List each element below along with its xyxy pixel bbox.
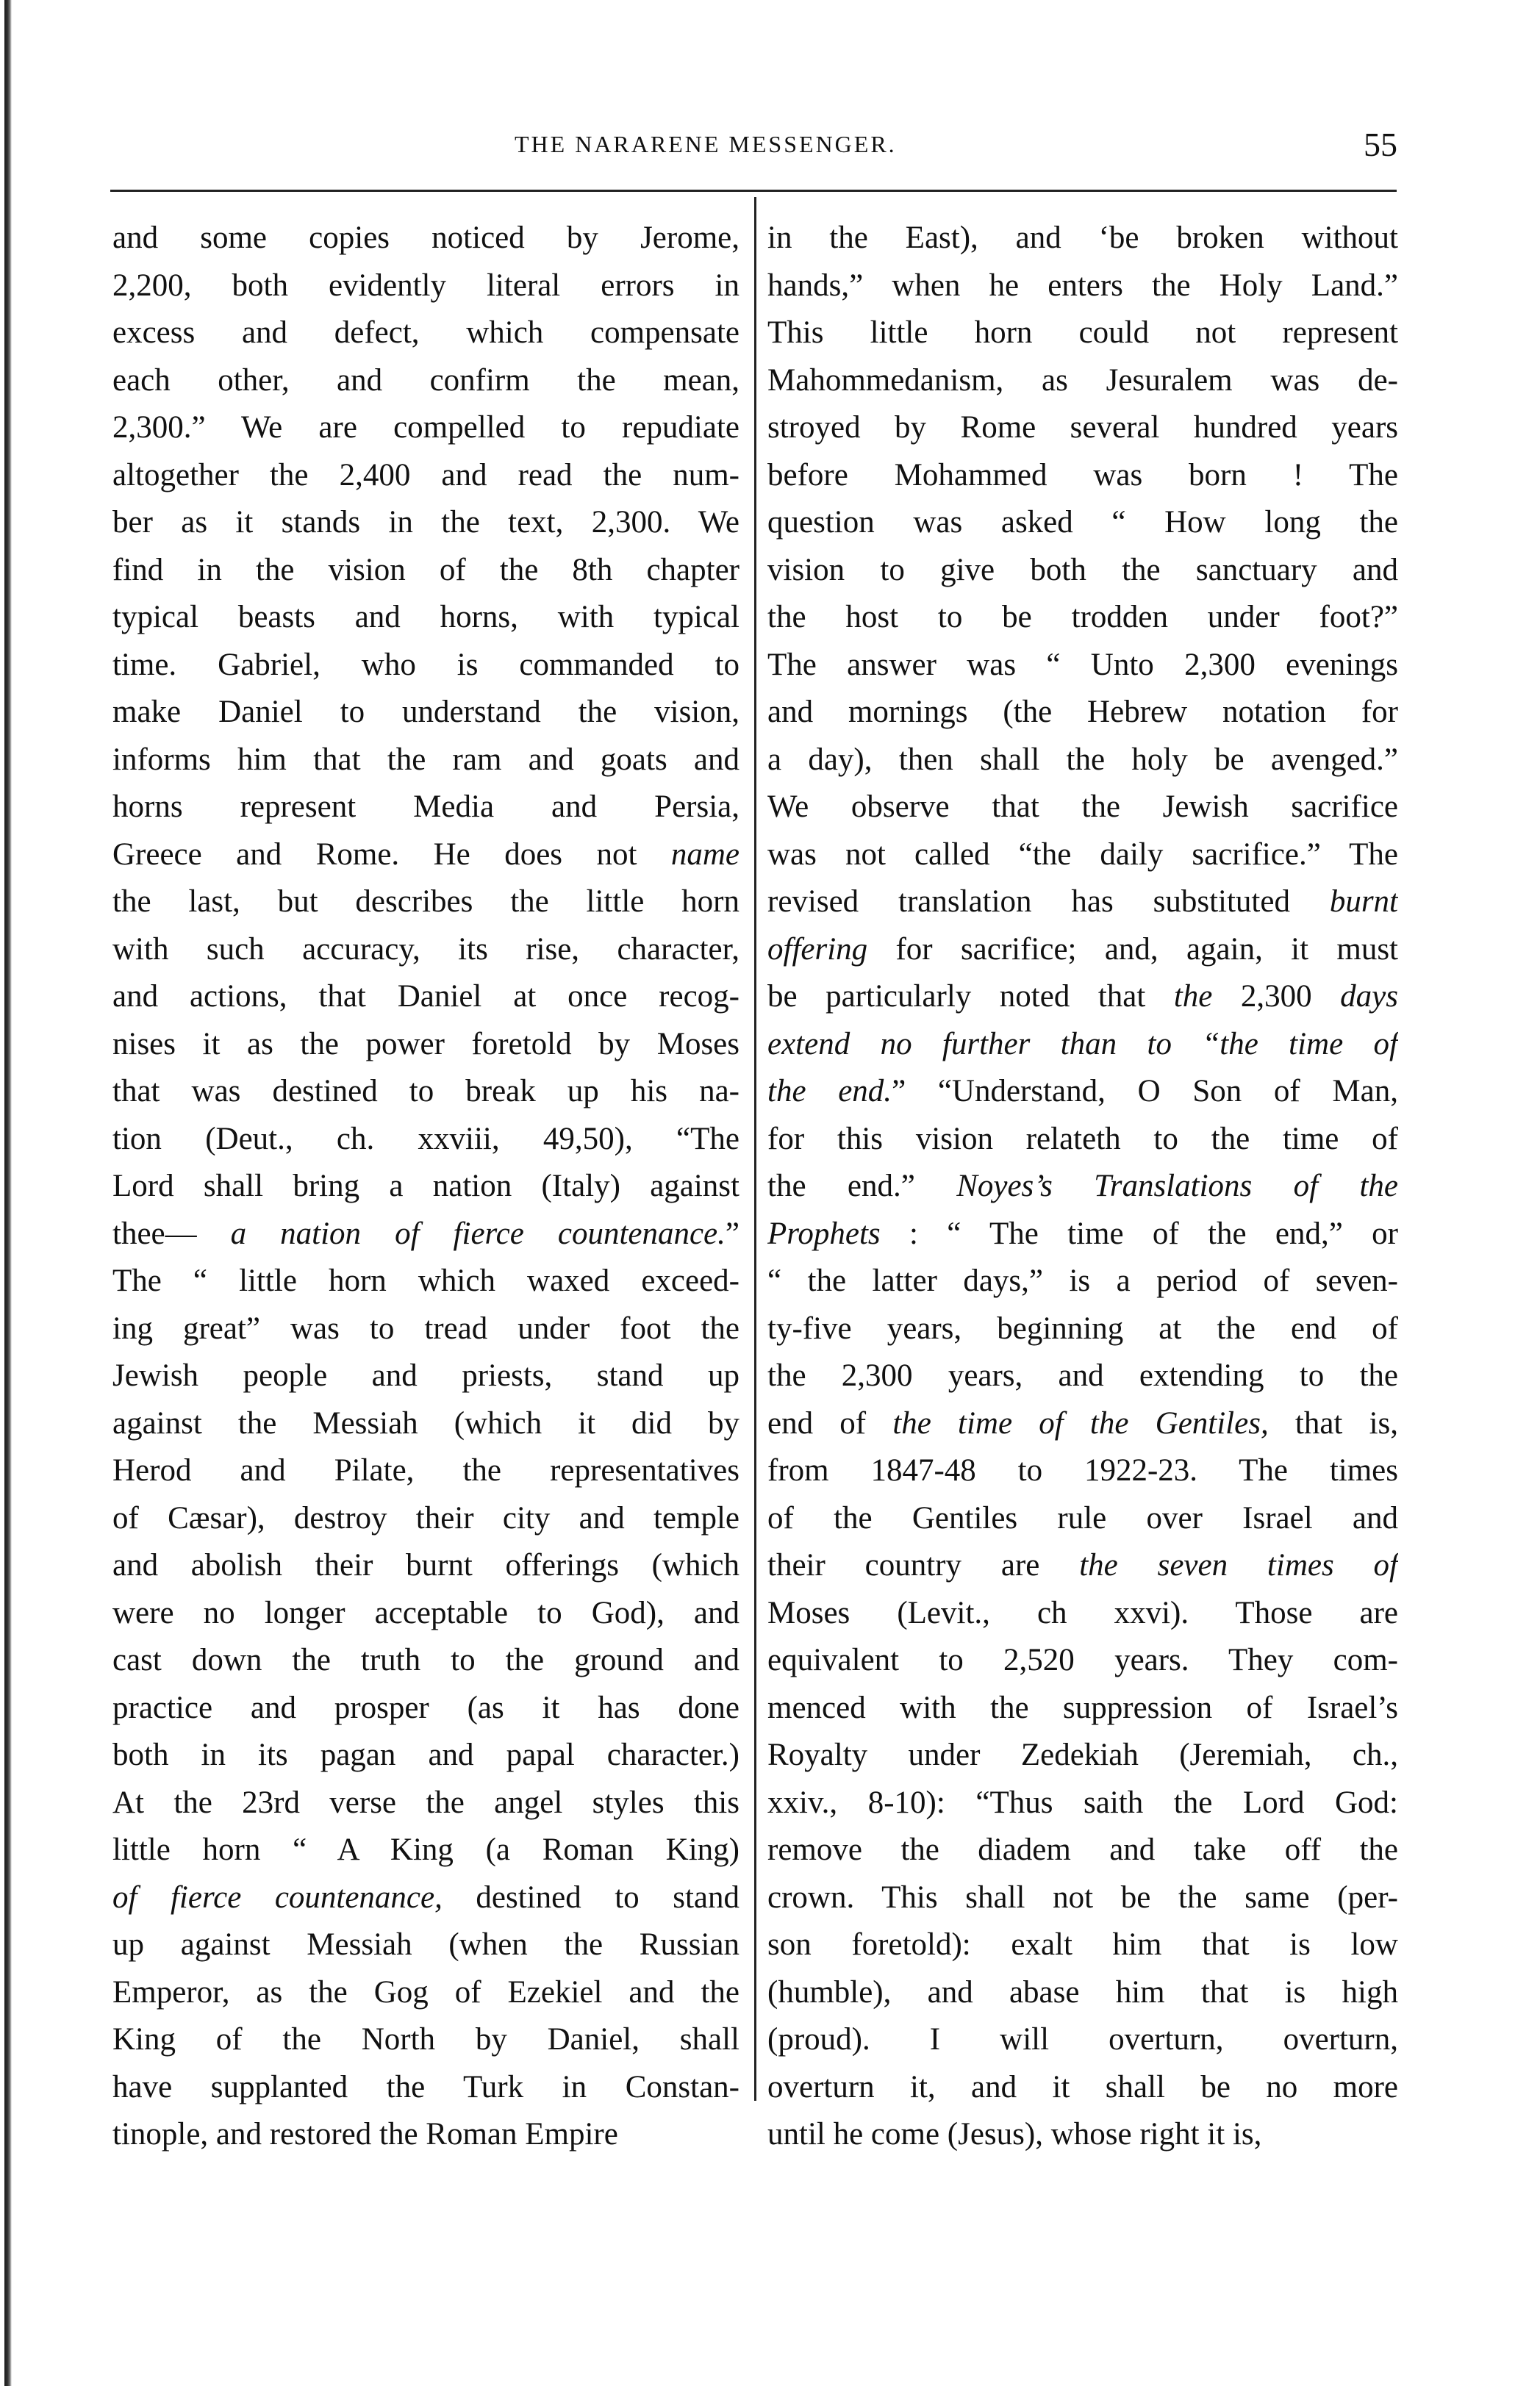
text-line xyxy=(767,1637,1398,1685)
text-segment: excess and defect, which compensate xyxy=(112,315,739,350)
text-line xyxy=(767,1353,1398,1400)
text-segment: little horn “ A King (a Roman King) xyxy=(112,1833,739,1867)
text-segment: ber as it stands in the text, 2,300. We xyxy=(112,505,739,540)
text-segment: thee— xyxy=(112,1216,231,1251)
text-segment: This little horn could not represent xyxy=(767,315,1398,350)
text-line xyxy=(112,926,739,974)
text-line xyxy=(767,784,1398,831)
text-line xyxy=(767,452,1398,500)
text-line xyxy=(767,642,1398,689)
text-segment: altogether the 2,400 and read the num- xyxy=(112,457,739,492)
text-segment: Herod and Pilate, the representatives xyxy=(112,1453,739,1488)
text-line xyxy=(767,1163,1398,1211)
text-segment: from 1847-48 to 1922-23. The times xyxy=(767,1453,1398,1488)
text-segment: and abolish their burnt offerings (which xyxy=(112,1548,739,1583)
text-line xyxy=(767,1827,1398,1874)
text-segment: both in its pagan and papal character.) xyxy=(112,1738,739,1772)
text-segment: vision to give both the sanctuary and xyxy=(767,552,1398,587)
text-segment: Moses (Levit., ch xxvi). Those are xyxy=(767,1595,1398,1630)
text-segment: make Daniel to understand the vision, xyxy=(112,695,739,729)
text-segment: tinople, and restored the Roman Empire xyxy=(112,2117,618,2152)
text-segment: their country are xyxy=(767,1548,1080,1583)
text-segment: horns represent Media and Persia, xyxy=(112,789,739,824)
text-segment: that was destined to break up his na- xyxy=(112,1074,739,1108)
text-line xyxy=(112,594,739,642)
text-line xyxy=(112,2064,739,2112)
text-line xyxy=(112,1068,739,1116)
text-segment: Emperor, as the Gog of Ezekiel and the xyxy=(112,1974,739,2010)
running-title: THE NARARENE MESSENGER. xyxy=(515,131,897,157)
italic-text: a nation of fierce countenance. xyxy=(230,1216,726,1251)
text-segment: ” xyxy=(725,1216,739,1251)
text-segment: At the 23rd verse the angel styles this xyxy=(112,1785,739,1820)
text-line xyxy=(112,1921,739,1969)
text-segment: nises it as the power foretold by Moses xyxy=(112,1026,739,1061)
text-segment: before Mohammed was born ! The xyxy=(767,457,1398,492)
text-line xyxy=(767,1590,1398,1638)
text-segment: that is, xyxy=(1268,1405,1398,1441)
left-column xyxy=(112,215,739,2159)
text-segment: Jewish people and priests, stand up xyxy=(112,1358,739,1393)
text-segment: remove the diadem and take off the xyxy=(767,1833,1398,1867)
text-segment: and mornings (the Hebrew notation for xyxy=(767,695,1398,729)
text-line xyxy=(112,878,739,926)
text-line xyxy=(767,926,1398,974)
text-line xyxy=(112,1542,739,1590)
text-line xyxy=(112,1400,739,1448)
text-segment: xxiv., 8-10): “Thus saith the Lord God: xyxy=(767,1785,1398,1820)
text-segment: the 2,300 years, and extending to the xyxy=(767,1358,1398,1393)
text-segment: with such accuracy, its rise, character, xyxy=(112,931,739,967)
text-line xyxy=(767,1495,1398,1543)
text-line xyxy=(112,309,739,357)
text-line xyxy=(112,1685,739,1733)
text-line xyxy=(767,404,1398,452)
text-segment: the end.” xyxy=(767,1169,957,1203)
text-segment: practice and prosper (as it has done xyxy=(112,1690,739,1725)
text-line xyxy=(112,499,739,547)
text-line xyxy=(112,784,739,831)
text-line xyxy=(112,2016,739,2064)
text-line xyxy=(112,1116,739,1164)
text-segment: be particularly noted that xyxy=(767,979,1174,1014)
text-segment: revised translation has substituted xyxy=(767,884,1330,919)
text-line xyxy=(112,1211,739,1258)
text-line xyxy=(767,689,1398,737)
text-line xyxy=(112,547,739,595)
text-line xyxy=(767,737,1398,784)
text-line xyxy=(767,1258,1398,1305)
text-line xyxy=(767,1780,1398,1827)
text-segment: We observe that the Jewish sacrifice xyxy=(767,789,1398,824)
text-line xyxy=(767,1116,1398,1164)
text-line xyxy=(112,1874,739,1922)
text-segment: in the East), and ‘be broken without xyxy=(767,221,1398,255)
text-line xyxy=(112,1495,739,1543)
text-segment: King of the North by Daniel, shall xyxy=(112,2022,739,2057)
text-segment: tion (Deut., ch. xxviii, 49,50), “The xyxy=(112,1121,739,1156)
italic-text: offering xyxy=(767,931,868,967)
text-segment: equivalent to 2,520 years. They com- xyxy=(767,1643,1398,1677)
text-line xyxy=(112,2111,739,2159)
italic-text: extend no further than to “the time of xyxy=(767,1026,1398,1061)
text-segment: of Cæsar), destroy their city and temple xyxy=(112,1500,739,1536)
text-segment: “ the latter days,” is a period of seven- xyxy=(767,1264,1398,1298)
text-segment: The “ little horn which waxed exceed- xyxy=(112,1264,739,1298)
text-line xyxy=(767,499,1398,547)
text-line xyxy=(112,452,739,500)
text-segment: typical beasts and horns, with typical xyxy=(112,600,739,634)
text-line xyxy=(112,1637,739,1685)
text-line xyxy=(112,262,739,310)
text-line xyxy=(767,1874,1398,1922)
text-line xyxy=(112,1780,739,1827)
text-segment: crown. This shall not be the same (per- xyxy=(767,1880,1398,1915)
text-segment: hands,” when he enters the Holy Land.” xyxy=(767,268,1398,303)
text-line xyxy=(767,2064,1398,2112)
text-line xyxy=(112,689,739,737)
text-line xyxy=(112,404,739,452)
text-segment: the last, but describes the little horn xyxy=(112,884,739,919)
text-segment: ing great” was to tread under foot the xyxy=(112,1311,739,1346)
text-segment: Royalty under Zedekiah (Jeremiah, ch., xyxy=(767,1738,1398,1772)
text-line xyxy=(767,309,1398,357)
text-segment: cast down the truth to the ground and xyxy=(112,1643,739,1677)
text-line xyxy=(767,1021,1398,1069)
text-line xyxy=(112,1969,739,2017)
text-segment: 2,300 xyxy=(1212,979,1341,1014)
text-line xyxy=(112,642,739,689)
text-segment: have supplanted the Turk in Constan- xyxy=(112,2069,739,2104)
text-line xyxy=(767,1068,1398,1116)
column-divider xyxy=(754,197,756,2101)
text-line xyxy=(767,2016,1398,2064)
italic-text: the xyxy=(1173,979,1213,1014)
text-line xyxy=(112,1447,739,1495)
text-line xyxy=(767,1921,1398,1969)
text-line xyxy=(112,1258,739,1305)
text-line xyxy=(767,831,1398,879)
text-line xyxy=(767,1305,1398,1353)
text-segment: menced with the suppression of Israel’s xyxy=(767,1690,1398,1725)
italic-text: burnt xyxy=(1329,884,1398,919)
italic-text: of fierce countenance, xyxy=(112,1880,443,1915)
text-segment: was not called “the daily sacrifice.” The xyxy=(767,836,1398,872)
header-rule xyxy=(110,190,1397,192)
text-segment: The answer was “ Unto 2,300 evenings xyxy=(767,647,1398,682)
text-segment: informs him that the ram and goats and xyxy=(112,742,739,777)
text-segment: a day), then shall the holy be avenged.” xyxy=(767,742,1398,777)
text-segment: (humble), and abase him that is high xyxy=(767,1974,1398,2010)
text-segment: find in the vision of the 8th chapter xyxy=(112,552,739,587)
text-segment: question was asked “ How long the xyxy=(767,505,1398,540)
text-line xyxy=(767,1447,1398,1495)
text-line xyxy=(112,737,739,784)
text-line xyxy=(767,1969,1398,2017)
text-line xyxy=(767,2111,1398,2159)
text-line xyxy=(112,1305,739,1353)
text-line xyxy=(767,1732,1398,1780)
page-number: 55 xyxy=(1364,126,1397,163)
text-segment: destined to stand xyxy=(442,1880,739,1915)
text-line xyxy=(112,973,739,1021)
text-segment: the host to be trodden under foot?” xyxy=(767,600,1398,634)
text-segment: 2,200, both evidently literal errors in xyxy=(112,268,739,303)
text-line xyxy=(767,262,1398,310)
italic-text: Prophets xyxy=(767,1216,881,1251)
text-line xyxy=(112,357,739,405)
text-line xyxy=(112,1353,739,1400)
text-segment: stroyed by Rome several hundred years xyxy=(767,410,1398,445)
italic-text: Noyes’s Translations of the xyxy=(956,1169,1398,1203)
text-segment: were no longer acceptable to God), and xyxy=(112,1595,739,1630)
text-segment: time. Gabriel, who is commanded to xyxy=(112,647,739,682)
text-segment: : “ The time of the end,” or xyxy=(880,1216,1398,1251)
italic-text: the seven times of xyxy=(1079,1548,1398,1583)
text-line xyxy=(112,1163,739,1211)
text-line xyxy=(767,878,1398,926)
text-segment: ” “Understand, O Son of Man, xyxy=(892,1074,1398,1108)
text-segment: of the Gentiles rule over Israel and xyxy=(767,1500,1398,1536)
text-line xyxy=(767,215,1398,262)
text-line xyxy=(767,1211,1398,1258)
text-segment: up against Messiah (when the Russian xyxy=(112,1927,739,1962)
text-line xyxy=(767,357,1398,405)
text-segment: each other, and confirm the mean, xyxy=(112,362,739,398)
binding-edge xyxy=(4,0,12,2386)
text-segment: for sacrifice; and, again, it must xyxy=(867,931,1398,967)
text-segment: Lord shall bring a nation (Italy) against xyxy=(112,1169,739,1203)
text-line xyxy=(767,1542,1398,1590)
text-line xyxy=(112,215,739,262)
running-head xyxy=(0,125,1540,169)
text-segment: until he come (Jesus), whose right it is, xyxy=(767,2117,1262,2152)
text-line xyxy=(767,547,1398,595)
italic-text: days xyxy=(1340,979,1398,1014)
text-segment: 2,300.” We are compelled to repudiate xyxy=(112,410,739,445)
text-segment: for this vision relateth to the time of xyxy=(767,1121,1398,1156)
text-line xyxy=(767,1685,1398,1733)
text-line xyxy=(767,594,1398,642)
text-line xyxy=(112,1590,739,1638)
text-segment: Greece and Rome. He does not xyxy=(112,836,671,872)
text-segment: (proud). I will overturn, overturn, xyxy=(767,2022,1398,2057)
text-segment: against the Messiah (which it did by xyxy=(112,1405,739,1441)
text-line xyxy=(112,1021,739,1069)
text-segment: overturn it, and it shall be no more xyxy=(767,2069,1398,2104)
right-column xyxy=(767,215,1398,2159)
text-segment: and actions, that Daniel at once recog- xyxy=(112,979,739,1014)
text-segment: and some copies noticed by Jerome, xyxy=(112,221,739,255)
italic-text: name xyxy=(670,836,739,872)
text-line xyxy=(112,1732,739,1780)
text-segment: son foretold): exalt him that is low xyxy=(767,1927,1398,1962)
italic-text: the end. xyxy=(767,1074,892,1108)
text-segment: Mahommedanism, as Jesuralem was de- xyxy=(767,362,1398,398)
text-line xyxy=(112,831,739,879)
text-line xyxy=(767,973,1398,1021)
text-line xyxy=(767,1400,1398,1448)
text-segment: end of xyxy=(767,1405,893,1441)
text-line xyxy=(112,1827,739,1874)
italic-text: the time of the Gentiles, xyxy=(892,1405,1269,1441)
text-segment: ty-five years, beginning at the end of xyxy=(767,1311,1398,1346)
